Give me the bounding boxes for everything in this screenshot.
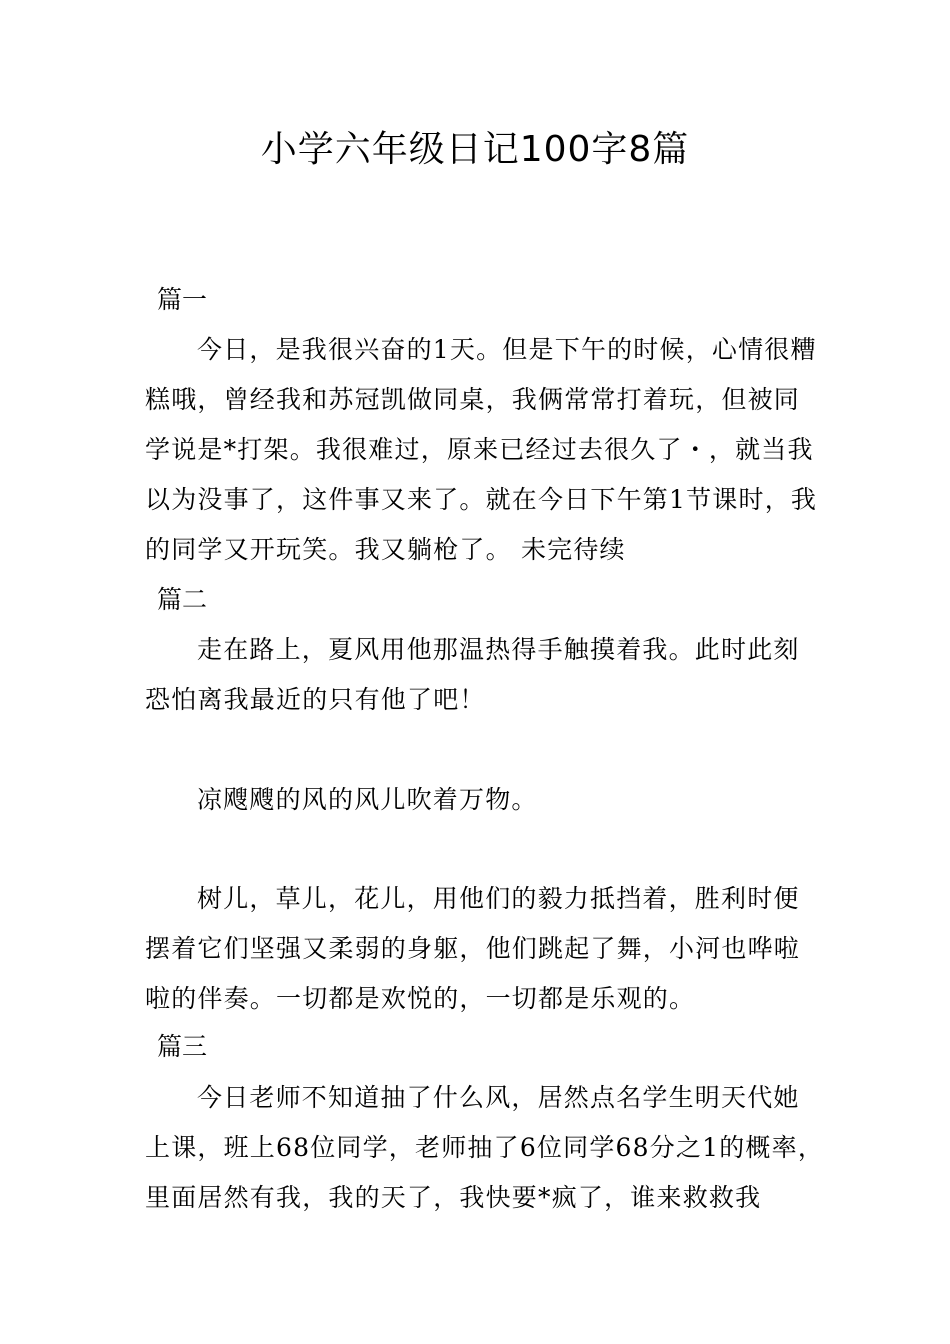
section-2-paragraph-2: 凉飕飕的风的风儿吹着万物。 [197,785,538,814]
section-2-paragraph-3: 树儿，草儿，花儿，用他们的毅力抵挡着，胜利时便摆着它们坚强又柔弱的身躯，他们跳起了舞，小河也哗啦啦的伴奏。一切都是欢悦的，一切都是乐观的。 [145,884,801,1013]
document-title: 小学六年级日记100字8篇 [260,129,690,170]
section-1-paragraph-1: 今日，是我很兴奋的1天。但是下午的时候，心情很糟糕哦，曾经我和苏冠凯做同桌，我俩常常打着玩，但被同学说是*打架。我很难过，原来已经过去很久了・，就当我以为没事了，这件事又来了。就在今日下午第1节课时，我的同学又开玩笑。我又躺枪了。 未完待续 [145,335,818,564]
section-3-paragraph-1: 今日老师不知道抽了什么风，居然点名学生明天代她上课，班上68位同学，老师抽了6位同学68分之1的概率，里面居然有我，我的天了，我快要*疯了，谁来救救我 [145,1083,825,1212]
section-heading-3: 篇三 [157,1032,208,1061]
section-heading-2: 篇二 [157,585,208,614]
section-heading-1: 篇一 [157,285,208,314]
section-2-paragraph-1: 走在路上，夏风用他那温热得手触摸着我。此时此刻恐怕离我最近的只有他了吧！ [145,635,800,714]
